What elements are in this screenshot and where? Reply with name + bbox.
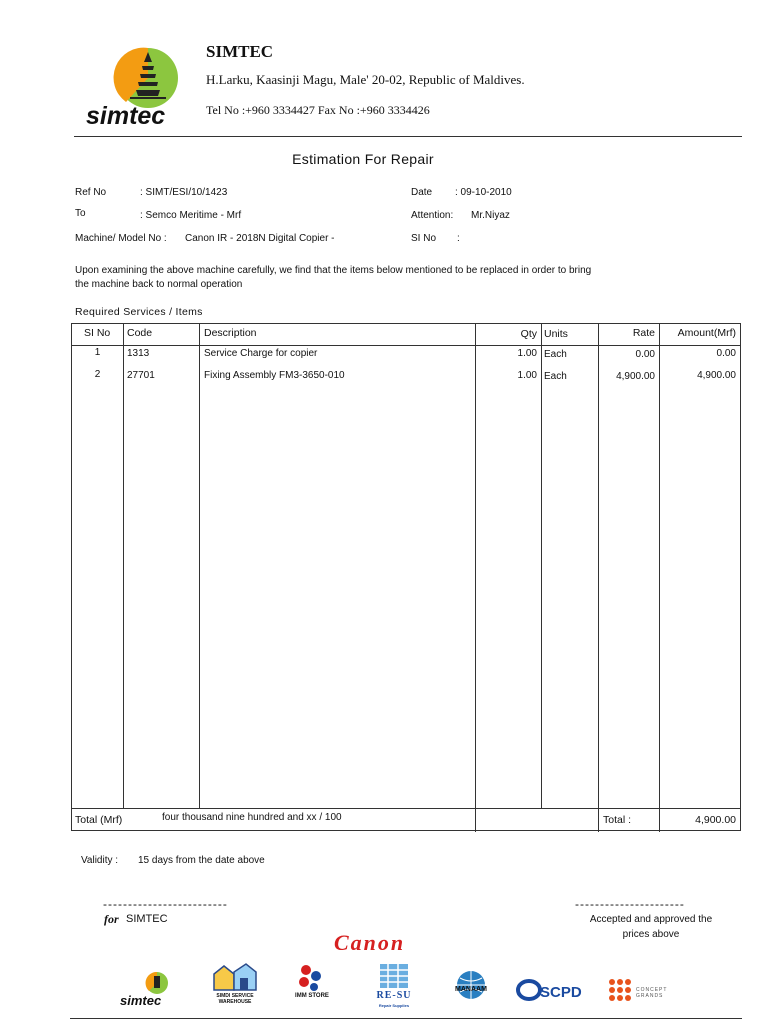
header-rate: Rate xyxy=(632,327,655,339)
footer-manaam-logo xyxy=(446,970,496,1010)
attention-value: Mr.Niyaz xyxy=(471,210,510,221)
attention-label: Attention: xyxy=(411,210,454,221)
cell-rate: 4,900.00 xyxy=(616,371,655,382)
ref-value: : SIMT/ESI/10/1423 xyxy=(140,187,228,198)
company-tel-fax: Tel No :+960 3334427 Fax No :+960 3334426 xyxy=(206,103,430,117)
signature-line-right: ---------------------- xyxy=(575,897,685,911)
for-company: SIMTEC xyxy=(126,913,168,925)
cell-code: 1313 xyxy=(127,348,150,359)
col-divider xyxy=(199,324,200,809)
concept-grands-text: CONCEPT GRANDS xyxy=(636,987,668,999)
col-divider xyxy=(659,324,660,832)
resu-subtext: Repair Supplies xyxy=(378,1003,410,1008)
scpd-ring-icon xyxy=(516,978,542,1002)
imm-store-text: IMM STORE xyxy=(295,993,329,999)
cell-description: Fixing Assembly FM3-3650-010 xyxy=(204,370,345,381)
footer-resu-logo xyxy=(368,962,420,1010)
footer-scpd-logo xyxy=(516,978,598,1004)
cell-qty: 1.00 xyxy=(517,348,537,359)
cell-amount: 4,900.00 xyxy=(697,370,736,381)
ref-label: Ref No xyxy=(75,187,107,198)
simtec-logo xyxy=(86,40,194,132)
date-value: : 09-10-2010 xyxy=(455,187,512,198)
document-title: Estimation For Repair xyxy=(292,151,434,167)
col-divider xyxy=(541,324,542,809)
warehouse-building-icon xyxy=(210,962,260,992)
footer-simtec-text: simtec xyxy=(120,993,162,1008)
header-si-no: SI No xyxy=(84,327,111,339)
header-amount: Amount(Mrf) xyxy=(677,327,736,339)
signature-line-left: ------------------------- xyxy=(103,897,228,911)
for-label: for xyxy=(104,912,119,926)
cell-amount: 0.00 xyxy=(716,348,736,359)
acceptance-text xyxy=(576,912,726,942)
to-label: To xyxy=(75,208,86,219)
header-units: Units xyxy=(544,328,568,340)
intro-text xyxy=(75,264,675,292)
warehouse-text: SIMDI SERVICE WAREHOUSE xyxy=(216,993,254,1005)
header-code: Code xyxy=(127,327,153,339)
footer-imm-store-logo xyxy=(288,962,336,1010)
required-services-label: Required Services / Items xyxy=(75,306,203,318)
resu-grid-icon xyxy=(368,962,420,990)
validity-value: 15 days from the date above xyxy=(138,855,265,866)
company-address: H.Larku, Kaasinji Magu, Male' 20-02, Republic of Maldives. xyxy=(206,72,525,87)
col-divider xyxy=(598,324,599,832)
acceptance-line-2: prices above xyxy=(622,929,680,940)
footer-warehouse-logo xyxy=(210,962,260,1010)
company-name: SIMTEC xyxy=(206,42,274,61)
col-divider xyxy=(123,324,124,809)
header-qty: Qty xyxy=(520,328,537,340)
footer-simtec-logo xyxy=(118,970,178,1010)
cell-units: Each xyxy=(544,371,567,382)
cell-rate: 0.00 xyxy=(635,349,655,360)
intro-line-2: the machine back to normal operation xyxy=(75,279,243,290)
header-description: Description xyxy=(204,327,257,339)
manaam-text: MANAAM xyxy=(455,986,487,993)
cell-qty: 1.00 xyxy=(517,370,537,381)
imm-store-mark-icon xyxy=(288,962,336,992)
header-divider xyxy=(74,136,742,137)
total-row-divider xyxy=(72,808,740,809)
canon-logo: Canon xyxy=(334,930,406,955)
to-value: : Semco Meritime - Mrf xyxy=(140,210,242,221)
validity-label: Validity : xyxy=(81,855,119,866)
resu-text: RE-SU xyxy=(376,990,412,1001)
total-in-words: four thousand nine hundred and xx / 100 xyxy=(162,812,342,823)
cell-description: Service Charge for copier xyxy=(204,348,318,359)
logo-wordmark: simtec xyxy=(86,102,166,130)
intro-line-1: Upon examining the above machine carefully, we find that the items below mentioned to be replaced in order to bring xyxy=(75,265,592,276)
cell-code: 27701 xyxy=(127,370,155,381)
scpd-text: SCPD xyxy=(540,984,582,1001)
cell-si-no: 1 xyxy=(94,347,101,358)
si-no-value: : xyxy=(457,233,460,244)
concept-grands-dots-icon xyxy=(608,978,634,1004)
header-row-divider xyxy=(72,345,740,346)
cell-si-no: 2 xyxy=(94,369,101,380)
total-colon-label: Total : xyxy=(603,814,632,826)
total-label: Total (Mrf) xyxy=(75,814,123,826)
manaam-globe-icon xyxy=(446,970,496,1000)
items-table xyxy=(71,323,741,831)
machine-value: Canon IR - 2018N Digital Copier - xyxy=(185,233,335,244)
acceptance-line-1: Accepted and approved the xyxy=(589,914,713,925)
cell-units: Each xyxy=(544,349,567,360)
col-divider xyxy=(475,324,476,832)
date-label: Date xyxy=(411,187,433,198)
footer-concept-grands-logo xyxy=(608,978,680,1004)
si-no-label: SI No xyxy=(411,233,437,244)
footer-divider xyxy=(70,1018,742,1019)
machine-label: Machine/ Model No : xyxy=(75,233,167,244)
total-value: 4,900.00 xyxy=(695,814,736,826)
